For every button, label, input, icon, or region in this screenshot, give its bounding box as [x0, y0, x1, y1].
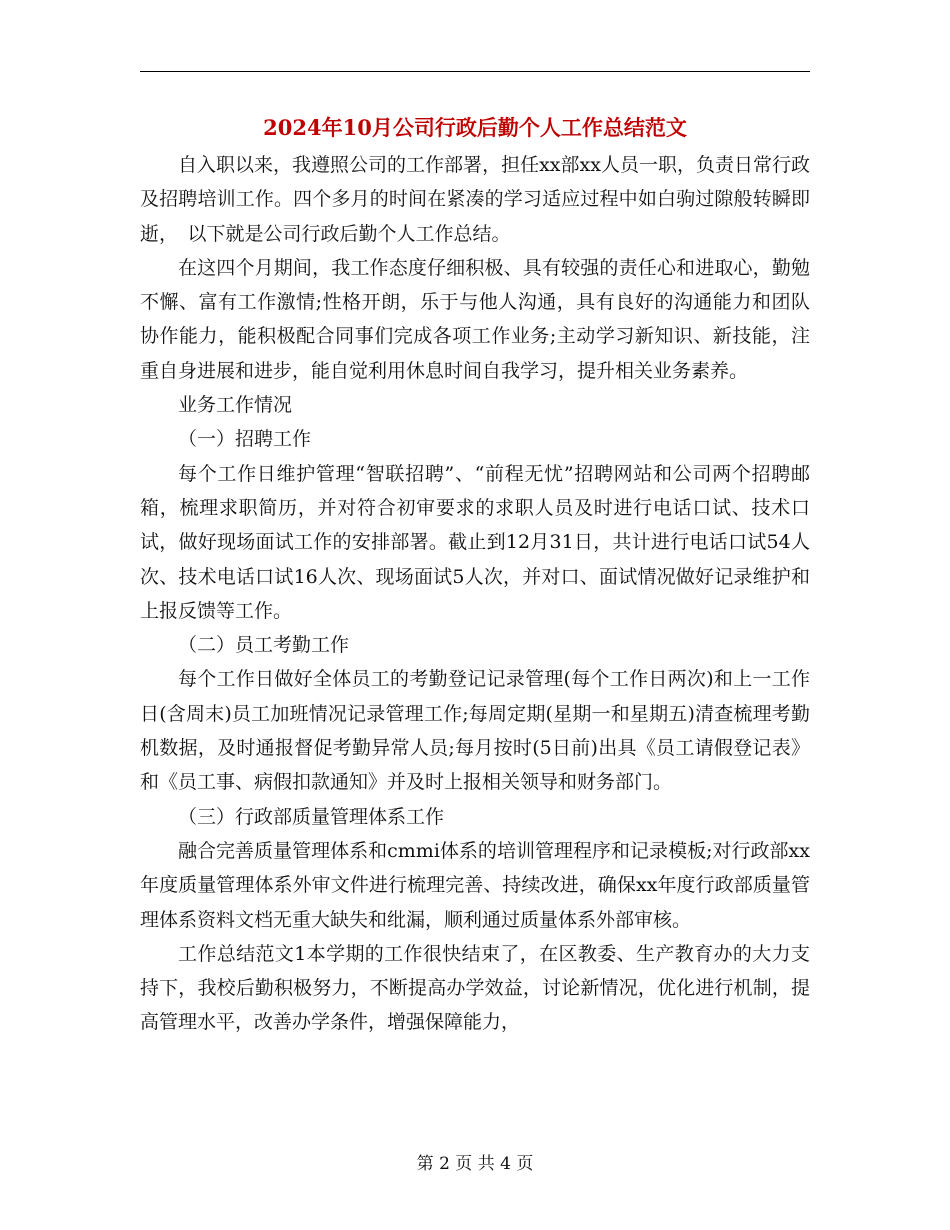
- page-number: 第 2 页 共 4 页: [416, 1154, 534, 1174]
- paragraph-attitude: 在这四个月期间，我工作态度仔细积极、具有较强的责任心和进取心，勤勉不懈、富有工作激情;性格开朗，乐于与他人沟通，具有良好的沟通能力和团队协作能力，能积极配合同事们完成各项工作业务;主动学习新知识、新技能，注重自身进展和进步，能自觉利用休息时间自我学习，提升相关业务素养。: [140, 256, 810, 382]
- document-title: 2024年10月公司行政后勤个人工作总结范文: [263, 115, 687, 140]
- paragraph-recruitment: 每个工作日维护管理“智联招聘”、“前程无忧”招聘网站和公司两个招聘邮箱，梳理求职简历，并对符合初审要求的求职人员及时进行电话口试、技术口试，做好现场面试工作的安排部署。截止到12月31日，共计进行电话口试54人次、技术电话口试16人次、现场面试5人次，并对口、面试情况做好记录维护和上报反馈等工作。: [140, 462, 810, 622]
- paragraph-attendance: 每个工作日做好全体员工的考勤登记记录管理(每个工作日两次)和上一工作日(含周末)员工加班情况记录管理工作;每周定期(星期一和星期五)清查梳理考勤机数据，及时通报督促考勤异常人员;每月按时(5日前)出具《员工请假登记表》和《员工事、病假扣款通知》并及时上报相关领导和财务部门。: [140, 668, 810, 794]
- section-heading-business: 业务工作情况: [178, 394, 293, 417]
- subsection-heading-attendance: （二）员工考勤工作: [178, 634, 350, 657]
- paragraph-intro: 自入职以来，我遵照公司的工作部署，担任xx部xx人员一职，负责日常行政及招聘培训工作。四个多月的时间在紧凑的学习适应过程中如白驹过隙般转瞬即逝， 以下就是公司行政后勤个人工作总结。: [140, 154, 810, 245]
- paragraph-quality: 融合完善质量管理体系和cmmi体系的培训管理程序和记录模板;对行政部xx年度质量管理体系外审文件进行梳理完善、持续改进，确保xx年度行政部质量管理体系资料文档无重大缺失和纰漏，顺利通过质量体系外部审核。: [140, 839, 810, 931]
- document-body: [140, 148, 810, 1040]
- subsection-heading-recruitment: （一）招聘工作: [178, 428, 312, 451]
- header-rule: [140, 71, 810, 72]
- paragraph-summary-sample: 工作总结范文1本学期的工作很快结束了，在区教委、生产教育办的大力支持下，我校后勤积极努力，不断提高办学效益，讨论新情况，优化进行机制，提高管理水平，改善办学条件，增强保障能力，: [140, 942, 810, 1034]
- subsection-heading-quality: （三）行政部质量管理体系工作: [178, 805, 445, 828]
